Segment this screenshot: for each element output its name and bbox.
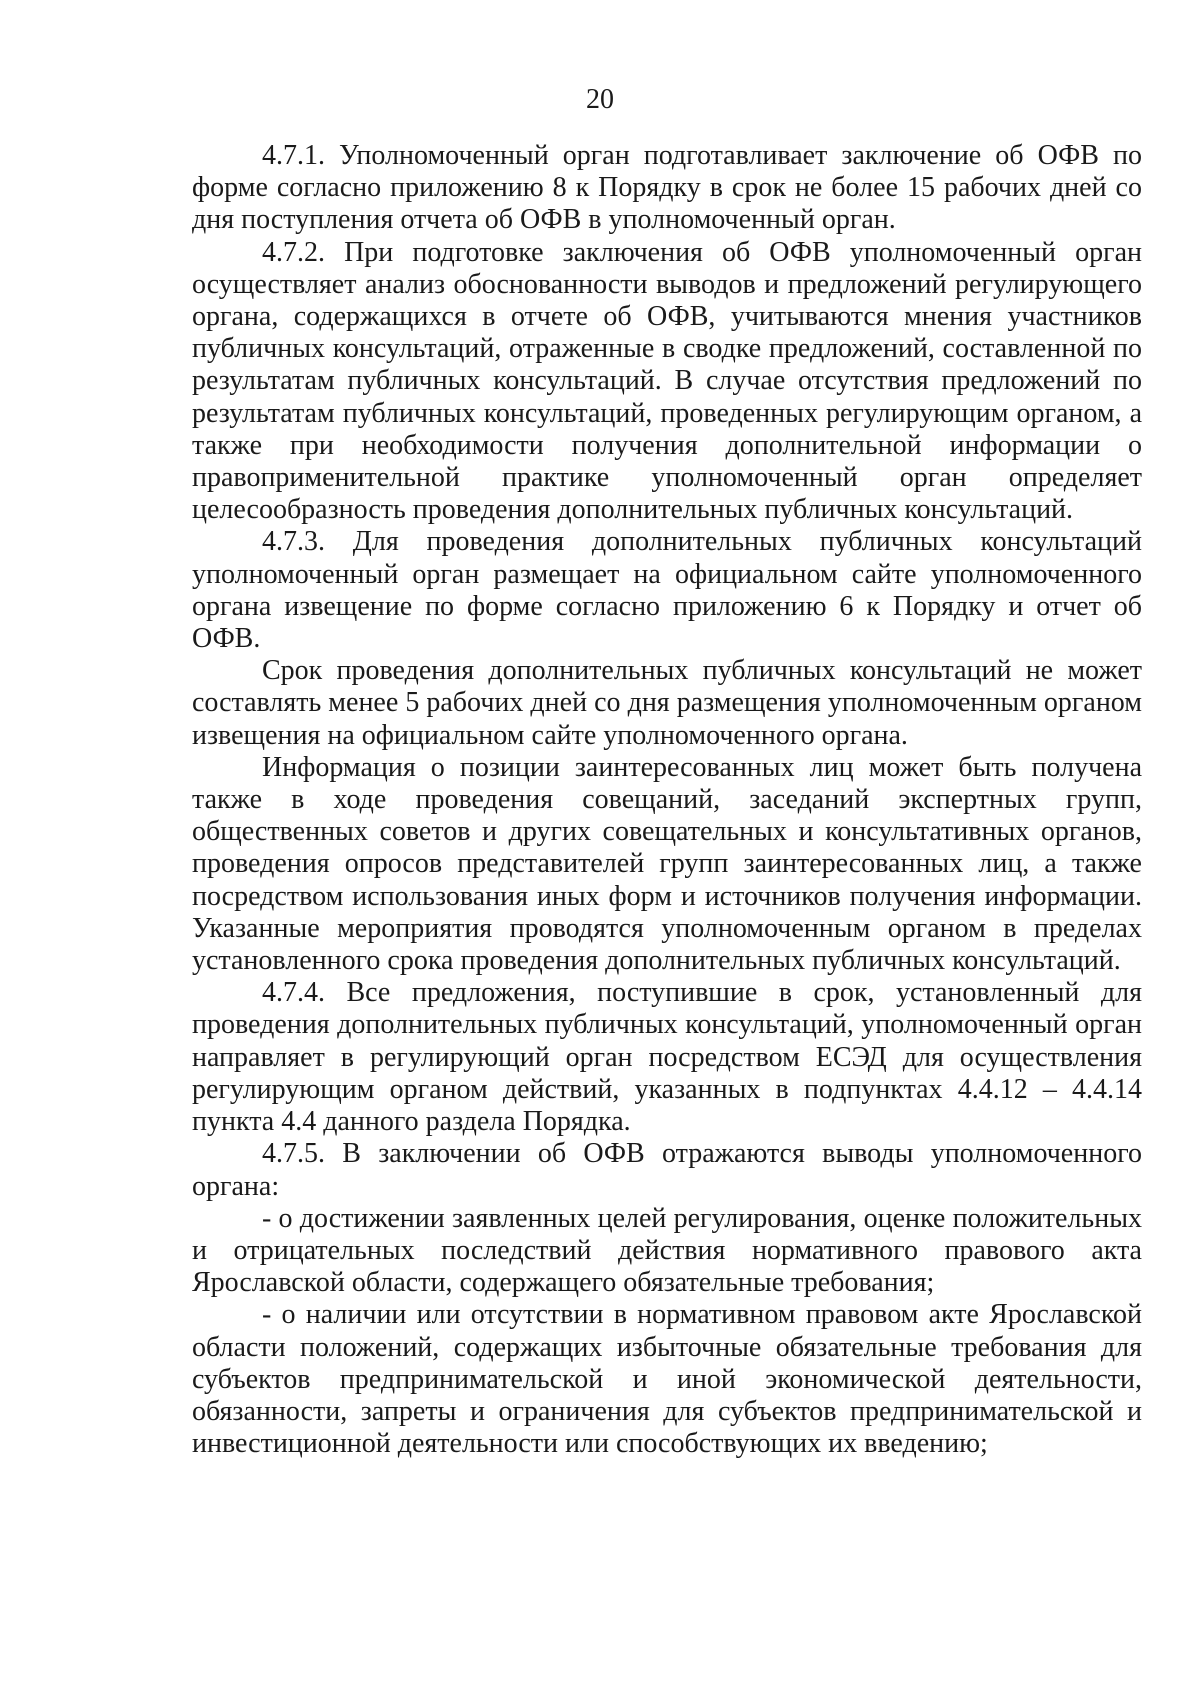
paragraph-4-7-4: 4.7.4. Все предложения, поступившие в срок, установленный для проведения дополнительных публичных консультаций, уполномоченный орган направляет в регулирующий орган посредством ЕСЭД для осуществления регулирующим органом действий, указанных в подпунктах 4.4.12 – 4.4.14 пункта 4.4 данного раздела Порядка.: [192, 977, 1142, 1138]
paragraph-4-7-2: 4.7.2. При подготовке заключения об ОФВ уполномоченный орган осуществляет анализ обоснованности выводов и предложений регулирующего органа, содержащихся в отчете об ОФВ, учитываются мнения участников публичных консультаций, отраженные в сводке предложений, составленной по результатам публичных консультаций. В случае отсутствия предложений по результатам публичных консультаций, проведенных регулирующим органом, а также при необходимости получения дополнительной информации о правоприменительной практике уполномоченный орган определяет целесообразность проведения дополнительных публичных консультаций.: [192, 236, 1142, 526]
paragraph-4-7-3: 4.7.3. Для проведения дополнительных публичных консультаций уполномоченный орган размещает на официальном сайте уполномоченного органа извещение по форме согласно приложению 6 к Порядку и отчет об ОФВ.: [192, 526, 1142, 655]
paragraph-stakeholder-information: Информация о позиции заинтересованных лиц может быть получена также в ходе проведения совещаний, заседаний экспертных групп, общественных советов и других совещательных и консультативных органов, проведения опросов представителей групп заинтересованных лиц, а также посредством использования иных форм и источников получения информации. Указанные мероприятия проводятся уполномоченным органом в пределах установленного срока проведения дополнительных публичных консультаций.: [192, 751, 1142, 977]
list-item-excessive-requirements: - о наличии или отсутствии в нормативном правовом акте Ярославской области положений, содержащих избыточные обязательные требования для субъектов предпринимательской и иной экономической деятельности, обязанности, запреты и ограничения для субъектов предпринимательской и инвестиционной деятельности или способствующих их введению;: [192, 1299, 1142, 1460]
paragraph-consultation-term: Срок проведения дополнительных публичных консультаций не может составлять менее 5 рабочих дней со дня размещения уполномоченным органом извещения на официальном сайте уполномоченного органа.: [192, 655, 1142, 751]
list-item-goals-achievement: - о достижении заявленных целей регулирования, оценке положительных и отрицательных последствий действия нормативного правового акта Ярославской области, содержащего обязательные требования;: [192, 1202, 1142, 1299]
paragraph-4-7-1: 4.7.1. Уполномоченный орган подготавливает заключение об ОФВ по форме согласно приложению 8 к Порядку в срок не более 15 рабочих дней со дня поступления отчета об ОФВ в уполномоченный орган.: [192, 140, 1142, 236]
document-body: [192, 140, 1142, 1460]
paragraph-4-7-5: 4.7.5. В заключении об ОФВ отражаются выводы уполномоченного органа:: [192, 1138, 1142, 1202]
page-number: 20: [586, 84, 614, 115]
